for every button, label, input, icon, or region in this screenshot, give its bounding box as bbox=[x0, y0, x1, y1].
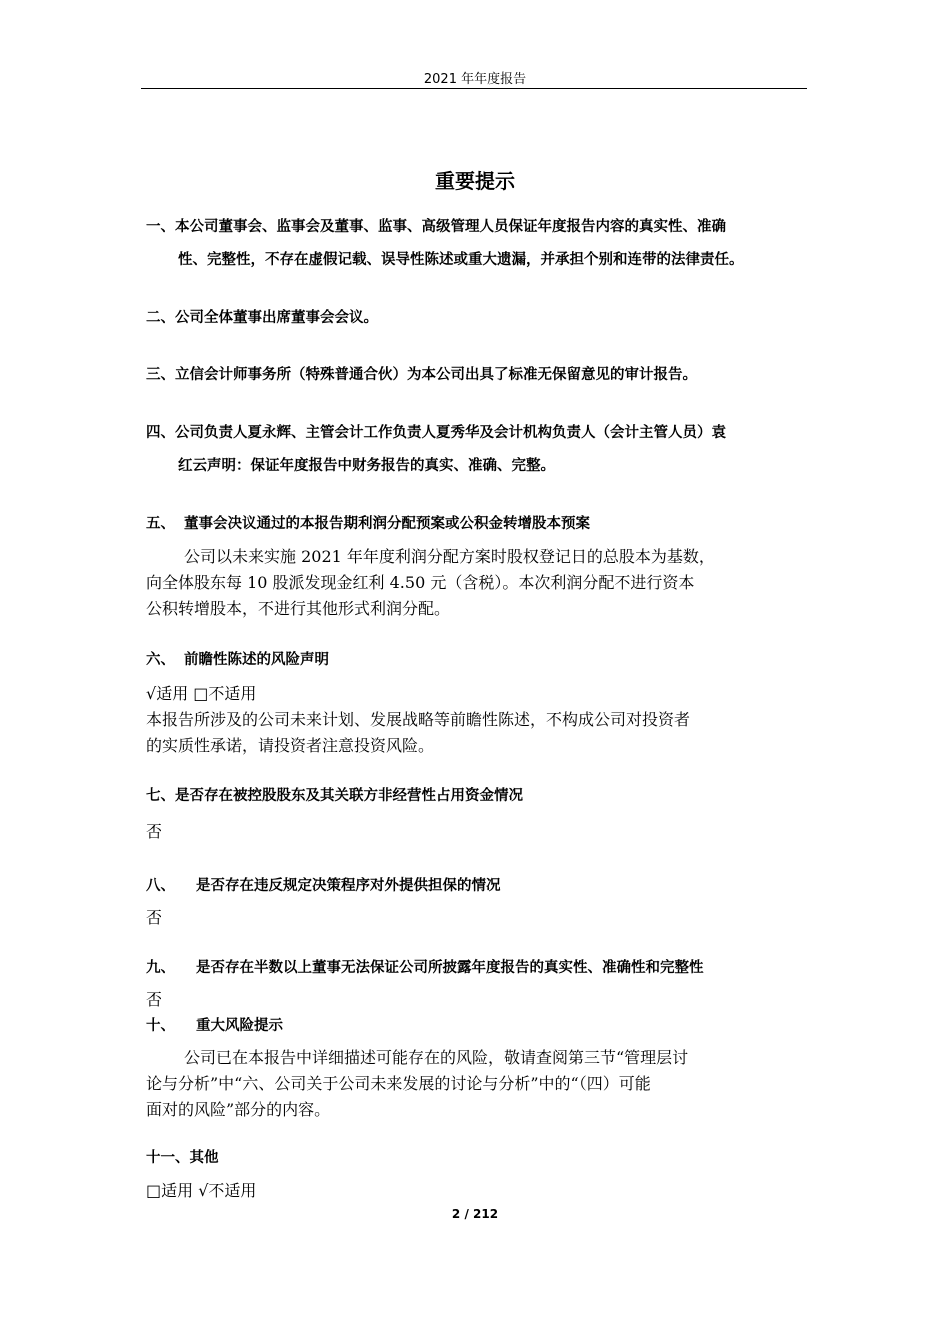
header-divider bbox=[141, 88, 807, 89]
item-7: 七、是否存在被控股股东及其关联方非经营性占用资金情况 bbox=[146, 788, 523, 804]
item-9-answer: 否 bbox=[146, 990, 163, 1009]
item-5-body-1: 公司以未来实施 2021 年年度利润分配方案时股权登记日的总股本为基数， bbox=[184, 547, 715, 566]
item-6-applicability: √适用 □不适用 bbox=[146, 684, 257, 703]
item-11: 十一、其他 bbox=[146, 1150, 219, 1166]
item-9-title: 是否存在半数以上董事无法保证公司所披露年度报告的真实性、准确性和完整性 bbox=[196, 960, 704, 976]
item-5-body-2: 向全体股东每 10 股派发现金红利 4.50 元（含税）。本次利润分配不进行资本 bbox=[146, 573, 695, 592]
item-5-title: 董事会决议通过的本报告期利润分配预案或公积金转增股本预案 bbox=[184, 516, 590, 532]
item-6-body-1: 本报告所涉及的公司未来计划、发展战略等前瞻性陈述，不构成公司对投资者 bbox=[146, 710, 691, 729]
item-10-number: 十、 bbox=[146, 1018, 175, 1034]
page-header: 2021 年年度报告 bbox=[423, 72, 527, 87]
item-10-body-1: 公司已在本报告中详细描述可能存在的风险，敬请查阅第三节“管理层讨 bbox=[184, 1048, 689, 1067]
item-5-number: 五、 bbox=[146, 516, 175, 532]
item-2: 二、公司全体董事出席董事会会议。 bbox=[146, 310, 378, 326]
page-number: 2 / 212 bbox=[451, 1207, 499, 1221]
item-6-number: 六、 bbox=[146, 652, 175, 668]
item-8-answer: 否 bbox=[146, 908, 163, 927]
item-4-line-1: 四、公司负责人夏永辉、主管会计工作负责人夏秀华及会计机构负责人（会计主管人员）袁 bbox=[146, 425, 726, 441]
item-3: 三、立信会计师事务所（特殊普通合伙）为本公司出具了标准无保留意见的审计报告。 bbox=[146, 367, 697, 383]
item-11-applicability: □适用 √不适用 bbox=[146, 1181, 257, 1200]
item-7-answer: 否 bbox=[146, 822, 163, 841]
item-4-line-2: 红云声明：保证年度报告中财务报告的真实、准确、完整。 bbox=[178, 458, 555, 474]
page-title: 重要提示 bbox=[435, 169, 515, 193]
item-5-body-3: 公积转增股本，不进行其他形式利润分配。 bbox=[146, 599, 451, 618]
item-10-body-3: 面对的风险”部分的内容。 bbox=[146, 1100, 331, 1119]
item-10-title: 重大风险提示 bbox=[196, 1018, 283, 1034]
item-8-title: 是否存在违反规定决策程序对外提供担保的情况 bbox=[196, 878, 501, 894]
item-6-title: 前瞻性陈述的风险声明 bbox=[184, 652, 329, 668]
item-8-number: 八、 bbox=[146, 878, 175, 894]
item-1-line-2: 性、完整性，不存在虚假记载、误导性陈述或重大遗漏，并承担个别和连带的法律责任。 bbox=[178, 252, 744, 268]
item-9-number: 九、 bbox=[146, 960, 175, 976]
item-6-body-2: 的实质性承诺，请投资者注意投资风险。 bbox=[146, 736, 435, 755]
item-10-body-2: 论与分析”中“六、公司关于公司未来发展的讨论与分析”中的“（四）可能 bbox=[146, 1074, 651, 1093]
item-1-line-1: 一、本公司董事会、监事会及董事、监事、高级管理人员保证年度报告内容的真实性、准确 bbox=[146, 219, 726, 235]
